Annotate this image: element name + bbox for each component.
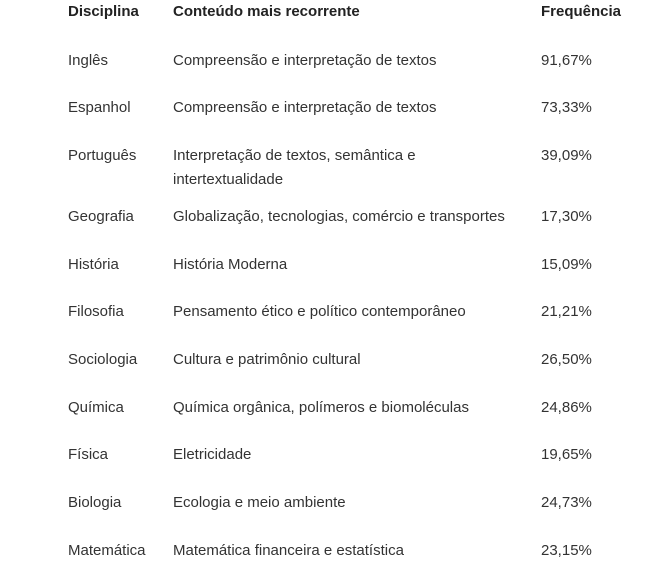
cell-frequencia: 17,30%: [541, 208, 592, 225]
cell-conteudo: Cultura e patrimônio cultural: [173, 351, 361, 368]
header-frequencia: Frequência: [541, 3, 622, 20]
cell-frequencia: 73,33%: [541, 99, 592, 116]
cell-disciplina: História: [68, 256, 119, 273]
cell-disciplina: Inglês: [68, 52, 109, 69]
cell-disciplina: Sociologia: [68, 351, 138, 368]
cell-frequencia: 21,21%: [541, 303, 592, 320]
cell-disciplina: Matemática: [68, 542, 146, 559]
cell-conteudo: Compreensão e interpretação de textos: [173, 52, 437, 69]
cell-frequencia: 24,86%: [541, 399, 592, 416]
cell-frequencia: 26,50%: [541, 351, 592, 368]
cell-conteudo: História Moderna: [173, 256, 288, 273]
cell-frequencia: 91,67%: [541, 52, 592, 69]
cell-disciplina: Física: [68, 446, 109, 463]
cell-conteudo: Globalização, tecnologias, comércio e transportes: [173, 208, 505, 225]
cell-conteudo: Pensamento ético e político contemporâneo: [173, 303, 466, 320]
cell-conteudo: Compreensão e interpretação de textos: [173, 99, 437, 116]
header-conteudo: Conteúdo mais recorrente: [173, 3, 360, 20]
cell-disciplina: Espanhol: [68, 99, 131, 116]
cell-frequencia: 39,09%: [541, 147, 592, 164]
cell-conteudo: Química orgânica, polímeros e biomoléculas: [173, 399, 469, 416]
cell-conteudo: Interpretação de textos, semântica e intertextualidade: [173, 147, 416, 188]
cell-disciplina: Biologia: [68, 494, 122, 511]
cell-disciplina: Química: [68, 399, 124, 416]
cell-conteudo: Eletricidade: [173, 446, 252, 463]
cell-disciplina: Filosofia: [68, 303, 124, 320]
cell-disciplina: Geografia: [68, 208, 134, 225]
header-disciplina: Disciplina: [68, 3, 139, 20]
cell-disciplina: Português: [68, 147, 137, 164]
cell-frequencia: 23,15%: [541, 542, 592, 559]
cell-frequencia: 24,73%: [541, 494, 592, 511]
cell-conteudo: Matemática financeira e estatística: [173, 542, 404, 559]
cell-conteudo: Ecologia e meio ambiente: [173, 494, 346, 511]
cell-frequencia: 15,09%: [541, 256, 592, 273]
cell-frequencia: 19,65%: [541, 446, 592, 463]
